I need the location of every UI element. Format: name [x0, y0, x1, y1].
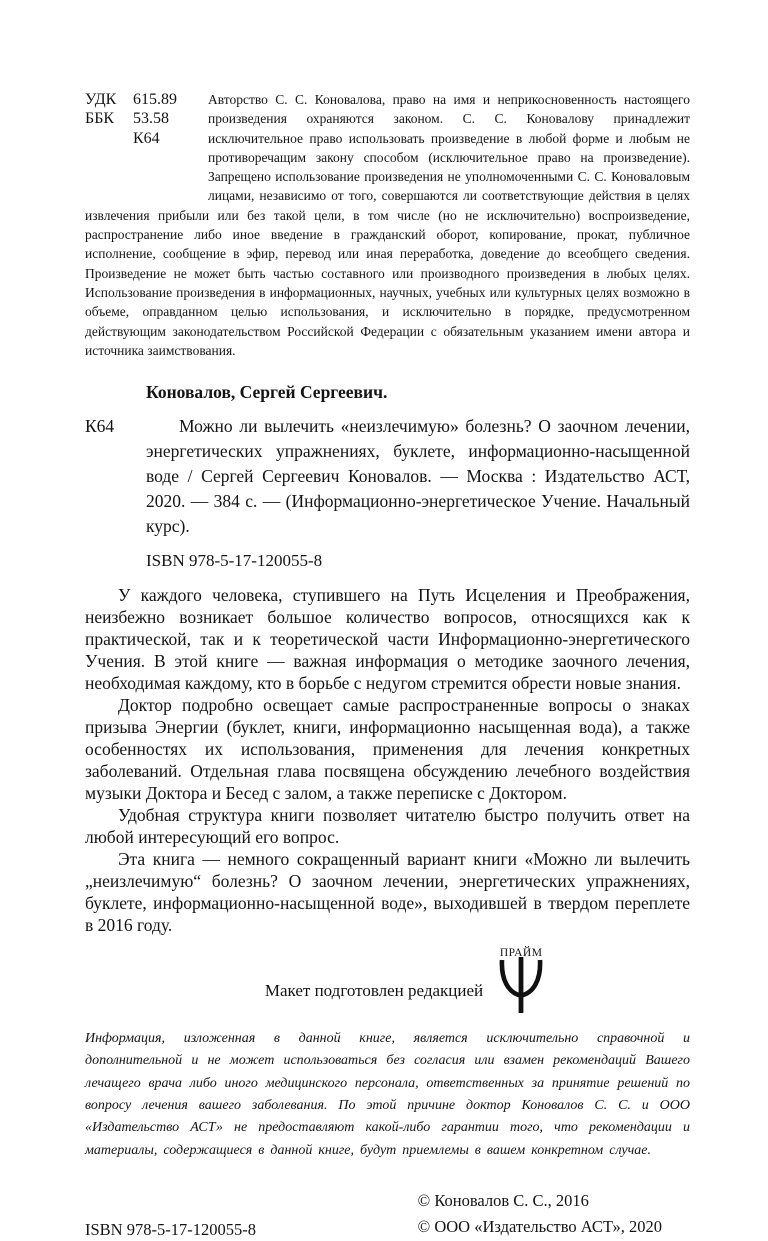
catalog-code: К64 [85, 416, 115, 437]
annotation-paragraph: Удобная структура книги позволяет читателю быстро получить ответ на любой интересующий его вопрос. [85, 805, 690, 848]
medical-disclaimer: Информация, изложенная в данной книге, является исключительно справочной и дополнительной и не может использоваться без согласия или взамен рекомендаций Вашего лечащего врача либо иного медицинского персонала, ответственных за принятие решений по вопросу лечения вашего заболевания. По этой причине доктор Коновалов С. С. и ООО «Издательство АСТ» не предоставляют какой-либо гарантии того, что рекомендации и материалы, содержащиеся в данной книге, будут приемлемы в вашем конкретном случае. [85, 1031, 690, 1158]
copyright-block [418, 1188, 662, 1240]
bbk-value: 53.58 [133, 110, 169, 128]
annotation-paragraph: Доктор подробно освещает самые распространенные вопросы о знаках призыва Энергии (буклет, книги, информационно насыщенная вода), а также особенностях их использования, применения для лечения конкретных заболеваний. Отдельная глава посвящена обсуждению лечебного воздействия музыки Доктора и Бесед с залом, а также переписке с Доктором. [85, 695, 690, 804]
isbn-line: ISBN 978-5-17-120055-8 [146, 551, 323, 571]
classification-codes [85, 90, 208, 187]
annotation-paragraph: У каждого человека, ступившего на Путь Исцеления и Преображения, неизбежно возникает большое количество вопросов, относящихся как к практической, так и к теоретической части Информационно-энергетического Учения. В этой книге — важная информация о методике заочного лечения, необходимая каждому, кто в борьбе с недугом стремится обрести новые знания. [85, 585, 690, 694]
bbk-label: ББК [85, 110, 115, 128]
prime-publisher-logo [492, 948, 550, 1013]
udk-row [85, 90, 208, 109]
udk-value: 615.89 [133, 91, 177, 108]
annotation-paragraph: Эта книга — немного сокращенный вариант книги «Можно ли вылечить „неизлечимую“ болезнь? О заочном лечении, энергетических упражнениях, буклете, информационно-насыщенной воде», выходившей в твердом переплете в 2016 году. [85, 849, 690, 936]
copyright-author: © Коновалов С. С., 2016 [417, 1190, 589, 1210]
prime-logo-wordmark: ПРАЙМ [499, 947, 543, 960]
rights-notice-text: Авторство С. С. Коновалова, право на имя и неприкосновенность настоящего произведения охраняются законом. С. С. Коновалову принадлежит исключительное право использовать произведение в любой форме и любым не противоречащим закону способом (исключительное право на произведение). Запрещено использование произведения не уполномоченными С. С. Коноваловым лицами, независимо от того, совершаются ли соответствующие действия в целях извлечения прибыли или без такой цели, в том числе (но не исключительно) воспроизведение, распространение либо иное введение в гражданский оборот, копирование, прокат, публичное исполнение, сообщение в эфир, перевод или иная переработка, доведение до всеобщего сведения. Произведение не может быть частью составного или производного произведения в любых целях. Использование произведения в информационных, научных, учебных или культурных целях возможно в объеме, оправданном целью использования, и исключительно в порядке, предусмотренном действующим законодательством Российской Федерации с обязательным указанием имени автора и источника заимствования. [85, 92, 690, 358]
udk-label: УДК [85, 91, 117, 108]
author-heading: Коновалов, Сергей Сергеевич. [146, 382, 388, 403]
bbk-row [85, 109, 208, 128]
footer [85, 1188, 690, 1240]
copyright-publisher: © ООО «Издательство АСТ», 2020 [417, 1216, 662, 1236]
rights-notice-section [85, 90, 690, 360]
author-code-value: К64 [133, 129, 160, 147]
author-code-row [85, 129, 208, 148]
imprint-text: Макет подготовлен редакцией [264, 981, 484, 1001]
imprint-row [125, 948, 690, 1013]
catalog-entry-text: Можно ли вылечить «неизлечимую» болезнь? О заочном лечении, энергетических упражнениях, буклете, информационно-насыщенной воде / Сергей Сергеевич Коновалов. — Москва : Издательство АСТ, 2020. — 384 с. — (Информационно-энергетическое Учение. Начальный курс). [146, 416, 690, 537]
footer-isbn: ISBN 978-5-17-120055-8 [85, 1219, 256, 1239]
catalog-entry [85, 414, 690, 539]
psi-trident-icon [497, 957, 545, 1013]
